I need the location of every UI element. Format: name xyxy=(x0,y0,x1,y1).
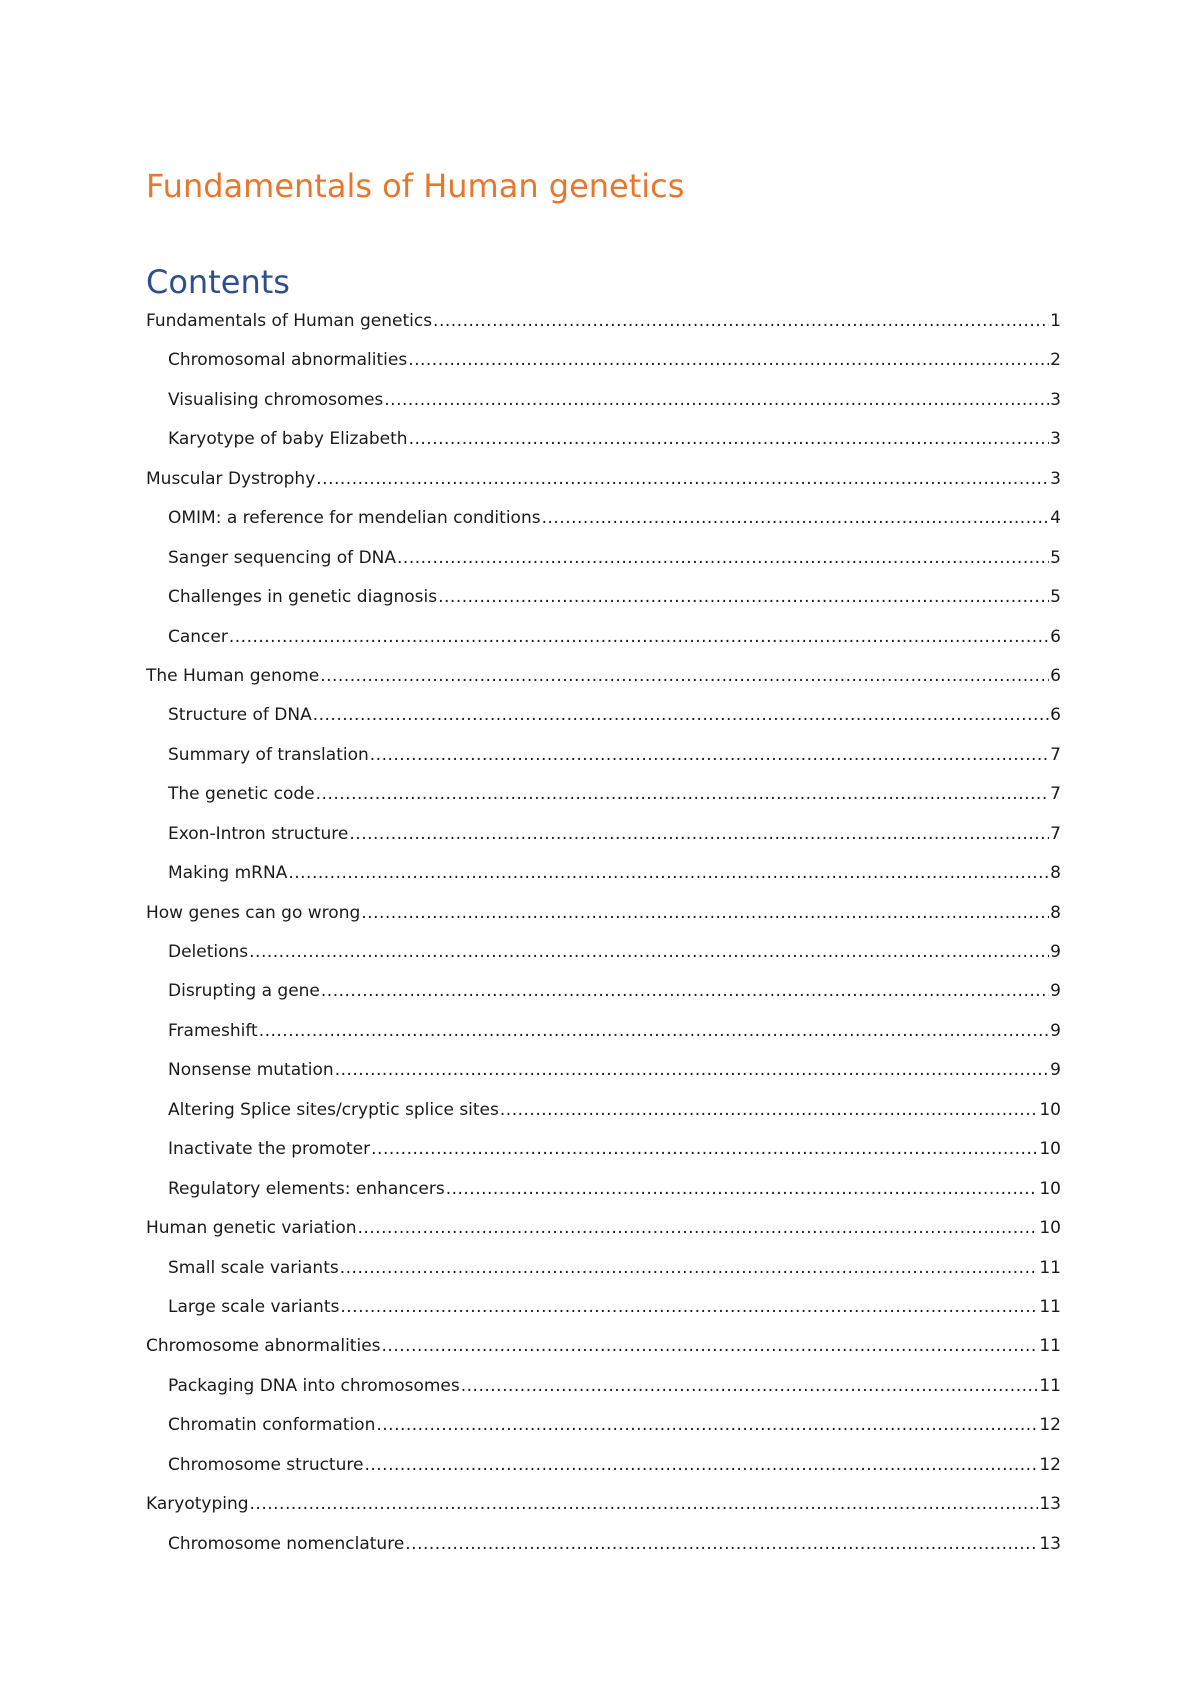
toc-entry[interactable] xyxy=(146,381,1061,420)
toc-entry[interactable] xyxy=(146,972,1061,1011)
toc-entry-page-number: 9 xyxy=(1050,1060,1061,1081)
toc-dot-leader xyxy=(288,854,1049,893)
toc-entry-label: Packaging DNA into chromosomes xyxy=(168,1375,460,1396)
toc-entry-page-number: 9 xyxy=(1050,1020,1061,1041)
toc-entry[interactable] xyxy=(146,1446,1061,1485)
toc-entry-label: Chromosome structure xyxy=(168,1454,364,1475)
toc-entry[interactable] xyxy=(146,1485,1061,1524)
toc-entry-page-number: 1 xyxy=(1050,311,1061,331)
toc-dot-leader xyxy=(340,1249,1039,1288)
toc-entry[interactable] xyxy=(146,696,1061,735)
toc-entry-label: Frameshift xyxy=(168,1020,258,1041)
toc-dot-leader xyxy=(438,578,1049,617)
toc-entry-label: Nonsense mutation xyxy=(168,1060,334,1081)
document-title: Fundamentals of Human genetics xyxy=(146,167,685,205)
toc-entry-page-number: 3 xyxy=(1050,389,1061,410)
toc-dot-leader xyxy=(321,972,1049,1011)
toc-entry-page-number: 7 xyxy=(1050,784,1061,805)
toc-dot-leader xyxy=(259,1012,1049,1051)
toc-entry-label: Altering Splice sites/cryptic splice sites xyxy=(168,1099,499,1120)
toc-entry-page-number: 10 xyxy=(1039,1218,1061,1239)
toc-dot-leader xyxy=(250,1485,1039,1524)
toc-entry-label: OMIM: a reference for mendelian conditions xyxy=(168,508,541,529)
toc-entry[interactable] xyxy=(146,1209,1061,1248)
toc-dot-leader xyxy=(500,1091,1038,1130)
toc-entry-label: Cancer xyxy=(168,626,228,647)
toc-dot-leader xyxy=(364,1446,1038,1485)
toc-dot-leader xyxy=(313,696,1049,735)
toc-entry-page-number: 6 xyxy=(1050,705,1061,726)
toc-dot-leader xyxy=(542,499,1050,538)
toc-entry-page-number: 9 xyxy=(1050,942,1061,962)
toc-entry[interactable] xyxy=(146,1249,1061,1288)
toc-entry-label: Summary of translation xyxy=(168,744,369,765)
toc-dot-leader xyxy=(335,1051,1049,1090)
toc-entry-label: Karyotype of baby Elizabeth xyxy=(168,429,408,450)
toc-entry[interactable] xyxy=(146,1012,1061,1051)
toc-dot-leader xyxy=(340,1288,1038,1327)
toc-dot-leader xyxy=(229,618,1049,657)
toc-dot-leader xyxy=(370,736,1049,775)
toc-entry-page-number: 8 xyxy=(1050,902,1061,923)
toc-entry-page-number: 7 xyxy=(1050,744,1061,765)
toc-entry-page-number: 6 xyxy=(1050,626,1061,647)
toc-entry-page-number: 5 xyxy=(1050,547,1061,568)
toc-entry-page-number: 11 xyxy=(1039,1296,1061,1317)
toc-entry-page-number: 11 xyxy=(1039,1257,1061,1278)
toc-entry-label: Small scale variants xyxy=(168,1257,339,1278)
toc-entry-page-number: 3 xyxy=(1050,468,1061,489)
toc-entry[interactable] xyxy=(146,736,1061,775)
toc-entry-label: Chromosome abnormalities xyxy=(146,1336,381,1357)
toc-entry-label: Making mRNA xyxy=(168,863,288,884)
toc-entry-page-number: 5 xyxy=(1050,587,1061,608)
toc-entry-label: Chromatin conformation xyxy=(168,1415,376,1436)
toc-entry-page-number: 11 xyxy=(1039,1336,1061,1357)
toc-entry-page-number: 3 xyxy=(1050,429,1061,450)
toc-dot-leader xyxy=(382,1327,1039,1366)
toc-entry-label: The Human genome xyxy=(146,665,320,686)
toc-entry-label: Sanger sequencing of DNA xyxy=(168,547,397,568)
toc-dot-leader xyxy=(371,1130,1038,1169)
toc-entry-page-number: 12 xyxy=(1039,1415,1061,1436)
toc-entry-label: How genes can go wrong xyxy=(146,902,361,923)
toc-entry-label: Human genetic variation xyxy=(146,1218,357,1239)
toc-entry[interactable] xyxy=(146,1130,1061,1169)
toc-entry-page-number: 9 xyxy=(1050,981,1061,1002)
toc-entry[interactable] xyxy=(146,618,1061,657)
toc-entry[interactable] xyxy=(146,815,1061,854)
toc-entry-label: Fundamentals of Human genetics xyxy=(146,311,433,331)
toc-entry[interactable] xyxy=(146,1091,1061,1130)
toc-entry-page-number: 2 xyxy=(1050,350,1061,371)
toc-entry-label: Visualising chromosomes xyxy=(168,389,384,410)
toc-entry[interactable] xyxy=(146,460,1061,499)
toc-entry[interactable] xyxy=(146,1288,1061,1327)
toc-entry-page-number: 11 xyxy=(1039,1375,1061,1396)
toc-entry[interactable] xyxy=(146,1327,1061,1366)
toc-entry-page-number: 13 xyxy=(1039,1533,1061,1554)
toc-dot-leader xyxy=(376,1406,1038,1445)
toc-entry-label: Muscular Dystrophy xyxy=(146,468,316,489)
toc-entry[interactable] xyxy=(146,657,1061,696)
toc-dot-leader xyxy=(316,460,1049,499)
toc-dot-leader xyxy=(461,1367,1039,1406)
toc-entry-page-number: 7 xyxy=(1050,823,1061,844)
toc-entry[interactable] xyxy=(146,420,1061,459)
toc-entry-page-number: 13 xyxy=(1039,1494,1061,1515)
toc-dot-leader xyxy=(249,933,1049,972)
toc-dot-leader xyxy=(408,341,1049,380)
toc-entry-page-number: 12 xyxy=(1039,1454,1061,1475)
toc-entry-label: Large scale variants xyxy=(168,1296,340,1317)
toc-entry-label: Regulatory elements: enhancers xyxy=(168,1178,445,1199)
toc-entry-label: Disrupting a gene xyxy=(168,981,320,1002)
toc-dot-leader xyxy=(320,657,1049,696)
toc-entry[interactable] xyxy=(146,933,1061,972)
toc-entry-page-number: 10 xyxy=(1039,1099,1061,1120)
toc-dot-leader xyxy=(361,894,1049,933)
toc-entry-label: Chromosomal abnormalities xyxy=(168,350,408,371)
toc-entry-page-number: 6 xyxy=(1050,665,1061,686)
toc-entry[interactable] xyxy=(146,341,1061,380)
toc-entry-label: The genetic code xyxy=(168,784,315,805)
toc-entry[interactable] xyxy=(146,539,1061,578)
toc-entry[interactable] xyxy=(146,775,1061,814)
contents-heading: Contents xyxy=(146,263,290,301)
toc-entry[interactable] xyxy=(146,1525,1061,1564)
toc-entry-label: Inactivate the promoter xyxy=(168,1139,371,1160)
toc-dot-leader xyxy=(358,1209,1039,1248)
toc-entry[interactable] xyxy=(146,854,1061,893)
toc-dot-leader xyxy=(433,302,1049,341)
toc-entry[interactable] xyxy=(146,894,1061,933)
toc-dot-leader xyxy=(446,1170,1039,1209)
toc-entry[interactable] xyxy=(146,1367,1061,1406)
toc-entry-label: Chromosome nomenclature xyxy=(168,1533,405,1554)
toc-entry[interactable] xyxy=(146,1051,1061,1090)
toc-dot-leader xyxy=(384,381,1049,420)
toc-dot-leader xyxy=(397,539,1049,578)
toc-entry-label: Challenges in genetic diagnosis xyxy=(168,587,438,608)
toc-dot-leader xyxy=(349,815,1049,854)
toc-entry-page-number: 8 xyxy=(1050,863,1061,884)
toc-entry-label: Deletions xyxy=(168,942,249,962)
toc-entry[interactable] xyxy=(146,499,1061,538)
toc-entry-label: Structure of DNA xyxy=(168,705,312,726)
toc-dot-leader xyxy=(409,420,1050,459)
toc-entry[interactable] xyxy=(146,302,1061,341)
toc-dot-leader xyxy=(316,775,1050,814)
toc-entry-page-number: 4 xyxy=(1050,508,1061,529)
toc-entry-page-number: 10 xyxy=(1039,1139,1061,1160)
toc-entry-label: Karyotyping xyxy=(146,1494,249,1515)
toc-entry-label: Exon-Intron structure xyxy=(168,823,349,844)
toc-dot-leader xyxy=(405,1525,1038,1564)
toc-entry[interactable] xyxy=(146,1406,1061,1445)
toc-entry[interactable] xyxy=(146,1170,1061,1209)
toc-entry-page-number: 10 xyxy=(1039,1178,1061,1199)
toc-entry[interactable] xyxy=(146,578,1061,617)
table-of-contents xyxy=(146,302,1061,1564)
